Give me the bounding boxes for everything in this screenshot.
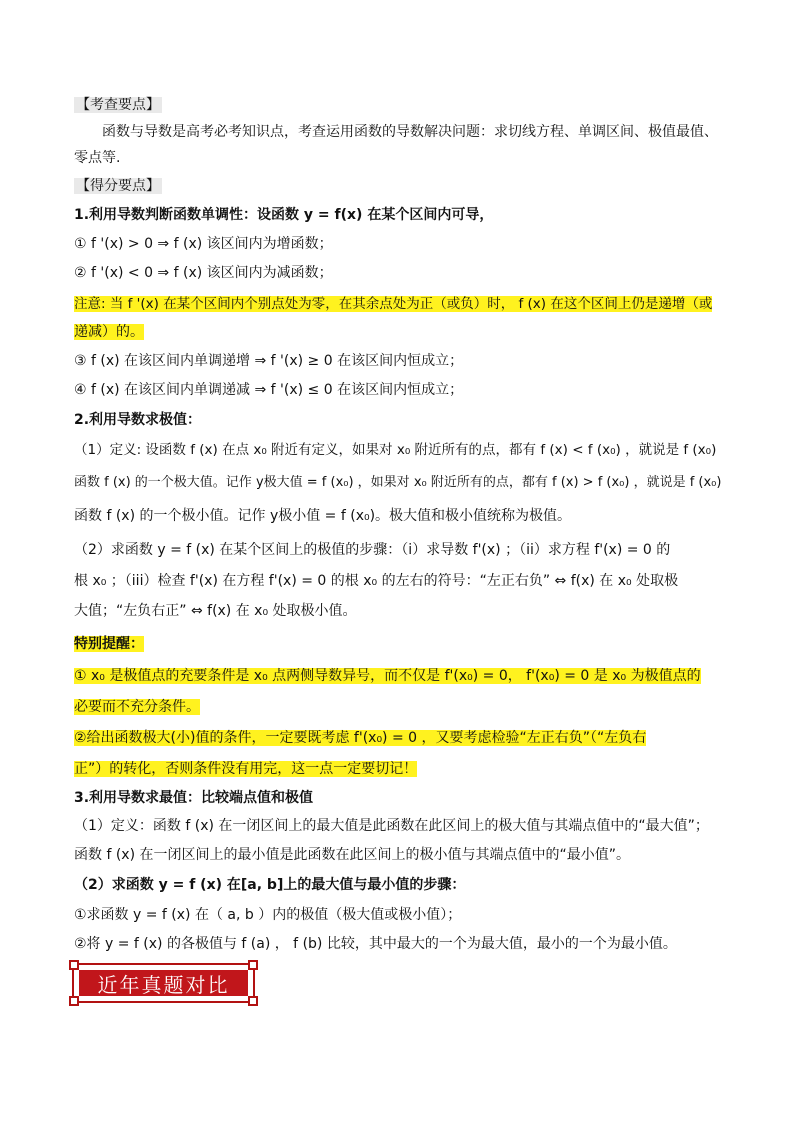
extreme-def-1: （1）定义: 设函数 f (x) 在点 x₀ 附近有定义，如果对 x₀ 附近所有的点，都有 f (x) < f (x₀) ，就说是 f (x₀): [74, 442, 717, 458]
extreme-title: 2.利用导数求极值：: [74, 412, 202, 428]
reminder-2b-highlight: 正”）的转化，否则条件没有用完，这一点一定要切记！: [74, 761, 418, 777]
monotonic-item-4: ④ f (x) 在该区间内单调递减 ⇒ f '(x) ≤ 0 在该区间内恒成立；: [74, 382, 464, 398]
extreme-steps-3: 大值；“左负右正” ⇔ f(x) 在 x₀ 处取极小值。: [74, 603, 357, 619]
banner-corner-tl: [69, 960, 79, 970]
reminder-2a: [74, 728, 646, 748]
reminder-title: [74, 634, 144, 654]
monotonic-item-3: ③ f (x) 在该区间内单调递增 ⇒ f '(x) ≥ 0 在该区间内恒成立；: [74, 353, 464, 369]
maxmin-step-1: ①求函数 y = f (x) 在（ a, b ）内的极值（极大值或极小值）；: [74, 907, 462, 923]
extreme-steps-1: （2）求函数 y = f (x) 在某个区间上的极值的步骤：（i）求导数 f'(x) ；（ii）求方程 f'(x) = 0 的: [74, 542, 671, 558]
reminder-1a: [74, 666, 701, 686]
banner-inner: [79, 970, 248, 996]
monotonic-item-1: ① f '(x) > 0 ⇒ f (x) 该区间内为增函数；: [74, 236, 333, 252]
section-banner: [72, 963, 255, 1003]
monotonic-title: 1.利用导数判断函数单调性：设函数 y = f(x) 在某个区间内可导，: [74, 207, 494, 223]
monotonic-note-2-highlight: 递减）的。: [74, 324, 144, 340]
reminder-1b-highlight: 必要而不充分条件。: [74, 699, 200, 715]
monotonic-note-1-highlight: 注意: 当 f '(x) 在某个区间内个别点处为零，在其余点处为正（或负）时， f (x) 在这个区间上仍是递增（或: [74, 296, 713, 312]
reminder-title-highlight: 特别提醒：: [74, 636, 144, 652]
maxmin-def-2: 函数 f (x) 在一闭区间上的最小值是此函数在此区间上的极小值与其端点值中的“最小值”。: [74, 847, 630, 863]
monotonic-note-1: [74, 294, 712, 314]
banner-corner-tr: [248, 960, 258, 970]
extreme-def-3: 函数 f (x) 的一个极小值。记作 y极小值 = f (x₀)。极大值和极小值统称为极值。: [74, 508, 572, 524]
maxmin-title: 3.利用导数求最值：比较端点值和极值: [74, 790, 314, 806]
reminder-1a-highlight: ① x₀ 是极值点的充要条件是 x₀ 点两侧导数异号，而不仅是 f'(x₀) = 0， f'(x₀) = 0 是 x₀ 为极值点的: [74, 668, 701, 684]
reminder-2a-highlight: ②给出函数极大(小)值的条件，一定要既考虑 f'(x₀) = 0 ，又要考虑检验“左正右负”（“左负右: [74, 730, 647, 746]
maxmin-def-1: （1）定义：函数 f (x) 在一闭区间上的最大值是此函数在此区间上的极大值与其端点值中的“最大值”；: [74, 818, 709, 834]
score-points-header: [74, 176, 162, 196]
banner-label: 近年真题对比: [97, 972, 230, 997]
exam-points-text-2: 零点等.: [74, 150, 121, 166]
extreme-steps-2: 根 x₀ ；（iii）检查 f'(x) 在方程 f'(x) = 0 的根 x₀ 的左右的符号：“左正右负” ⇔ f(x) 在 x₀ 处取极: [74, 573, 679, 589]
banner-corner-br: [248, 996, 258, 1006]
maxmin-steps-title: （2）求函数 y = f (x) 在[a, b]上的最大值与最小值的步骤：: [74, 877, 466, 893]
exam-points-header-text: 【考查要点】: [76, 97, 160, 113]
reminder-2b: [74, 759, 417, 779]
extreme-def-2: 函数 f (x) 的一个极大值。记作 y极大值 = f (x₀) ，如果对 x₀ 附近所有的点，都有 f (x) > f (x₀) ，就说是 f (x₀): [74, 475, 722, 490]
monotonic-item-2: ② f '(x) < 0 ⇒ f (x) 该区间内为减函数；: [74, 265, 333, 281]
maxmin-step-2: ②将 y = f (x) 的各极值与 f (a) ， f (b) 比较，其中最大的一个为最大值，最小的一个为最小值。: [74, 936, 677, 952]
score-points-header-text: 【得分要点】: [76, 178, 160, 194]
exam-points-header: [74, 95, 162, 115]
exam-points-text-1: 函数与导数是高考必考知识点，考查运用函数的导数解决问题：求切线方程、单调区间、极值最值、: [102, 124, 718, 140]
reminder-1b: [74, 697, 200, 717]
banner-corner-bl: [69, 996, 79, 1006]
monotonic-note-2: [74, 322, 144, 342]
